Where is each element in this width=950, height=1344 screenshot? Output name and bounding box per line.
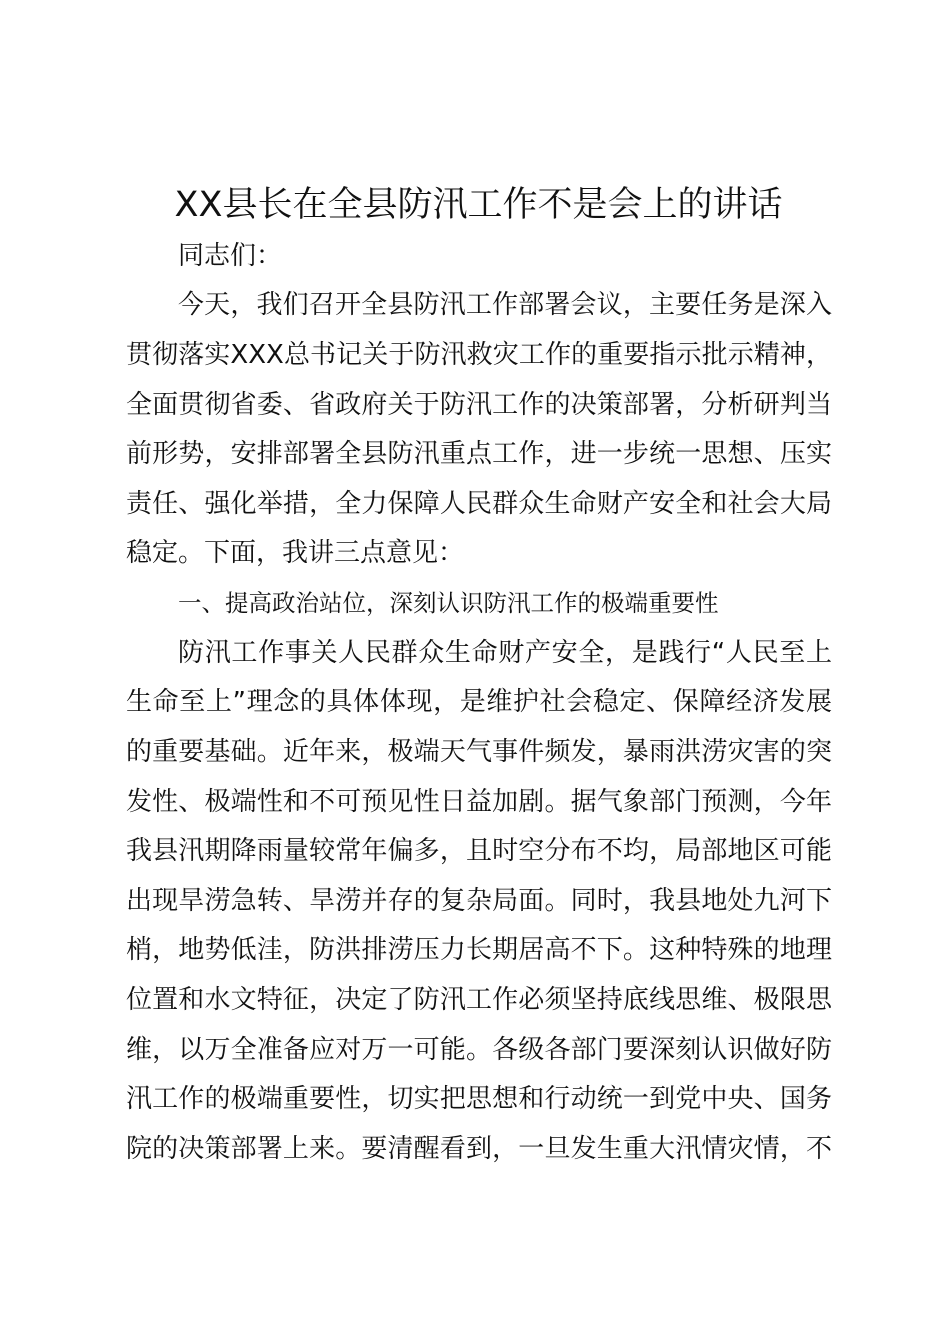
paragraph-line: 防汛工作事关人民群众生命财产安全，是践行“人民至上 [178,638,832,668]
paragraph-line: 汛工作的极端重要性，切实把思想和行动统一到党中央、国务 [126,1084,832,1114]
paragraph-line: 全面贯彻省委、省政府关于防汛工作的决策部署，分析研判当 [126,390,832,420]
paragraph-line: 我县汛期降雨量较常年偏多，且时空分布不均，局部地区可能 [126,836,832,866]
paragraph-line: 稳定。下面，我讲三点意见： [126,538,465,568]
paragraph-line: 梢，地势低洼，防洪排涝压力长期居高不下。这种特殊的地理 [126,935,832,965]
paragraph-line: 发性、极端性和不可预见性日益加剧。据气象部门预测，今年 [126,787,832,817]
paragraph-line: 出现旱涝急转、旱涝并存的复杂局面。同时，我县地处九河下 [126,886,832,916]
paragraph-line: 位置和水文特征，决定了防汛工作必须坚持底线思维、极限思 [126,985,832,1015]
document-title: XX县长在全县防汛工作不是会上的讲话 [174,185,783,225]
paragraph-line: 贯彻落实XXX总书记关于防汛救灾工作的重要指示批示精神， [126,340,832,370]
paragraph-line: 院的决策部署上来。要清醒看到，一旦发生重大汛情灾情，不 [126,1134,832,1164]
paragraph-line: 前形势，安排部署全县防汛重点工作，进一步统一思想、压实 [126,439,832,469]
section-heading: 一、提高政治站位，深刻认识防汛工作的极端重要性 [178,589,719,617]
paragraph-line: 今天，我们召开全县防汛工作部署会议，主要任务是深入 [178,290,832,320]
salutation: 同志们： [178,241,283,271]
paragraph-line: 的重要基础。近年来，极端天气事件频发，暴雨洪涝灾害的突 [126,737,832,767]
paragraph-line: 生命至上”理念的具体体现，是维护社会稳定、保障经济发展 [126,687,832,717]
paragraph-line: 维，以万全准备应对万一可能。各级各部门要深刻认识做好防 [126,1035,832,1065]
paragraph-line: 责任、强化举措，全力保障人民群众生命财产安全和社会大局 [126,489,832,519]
